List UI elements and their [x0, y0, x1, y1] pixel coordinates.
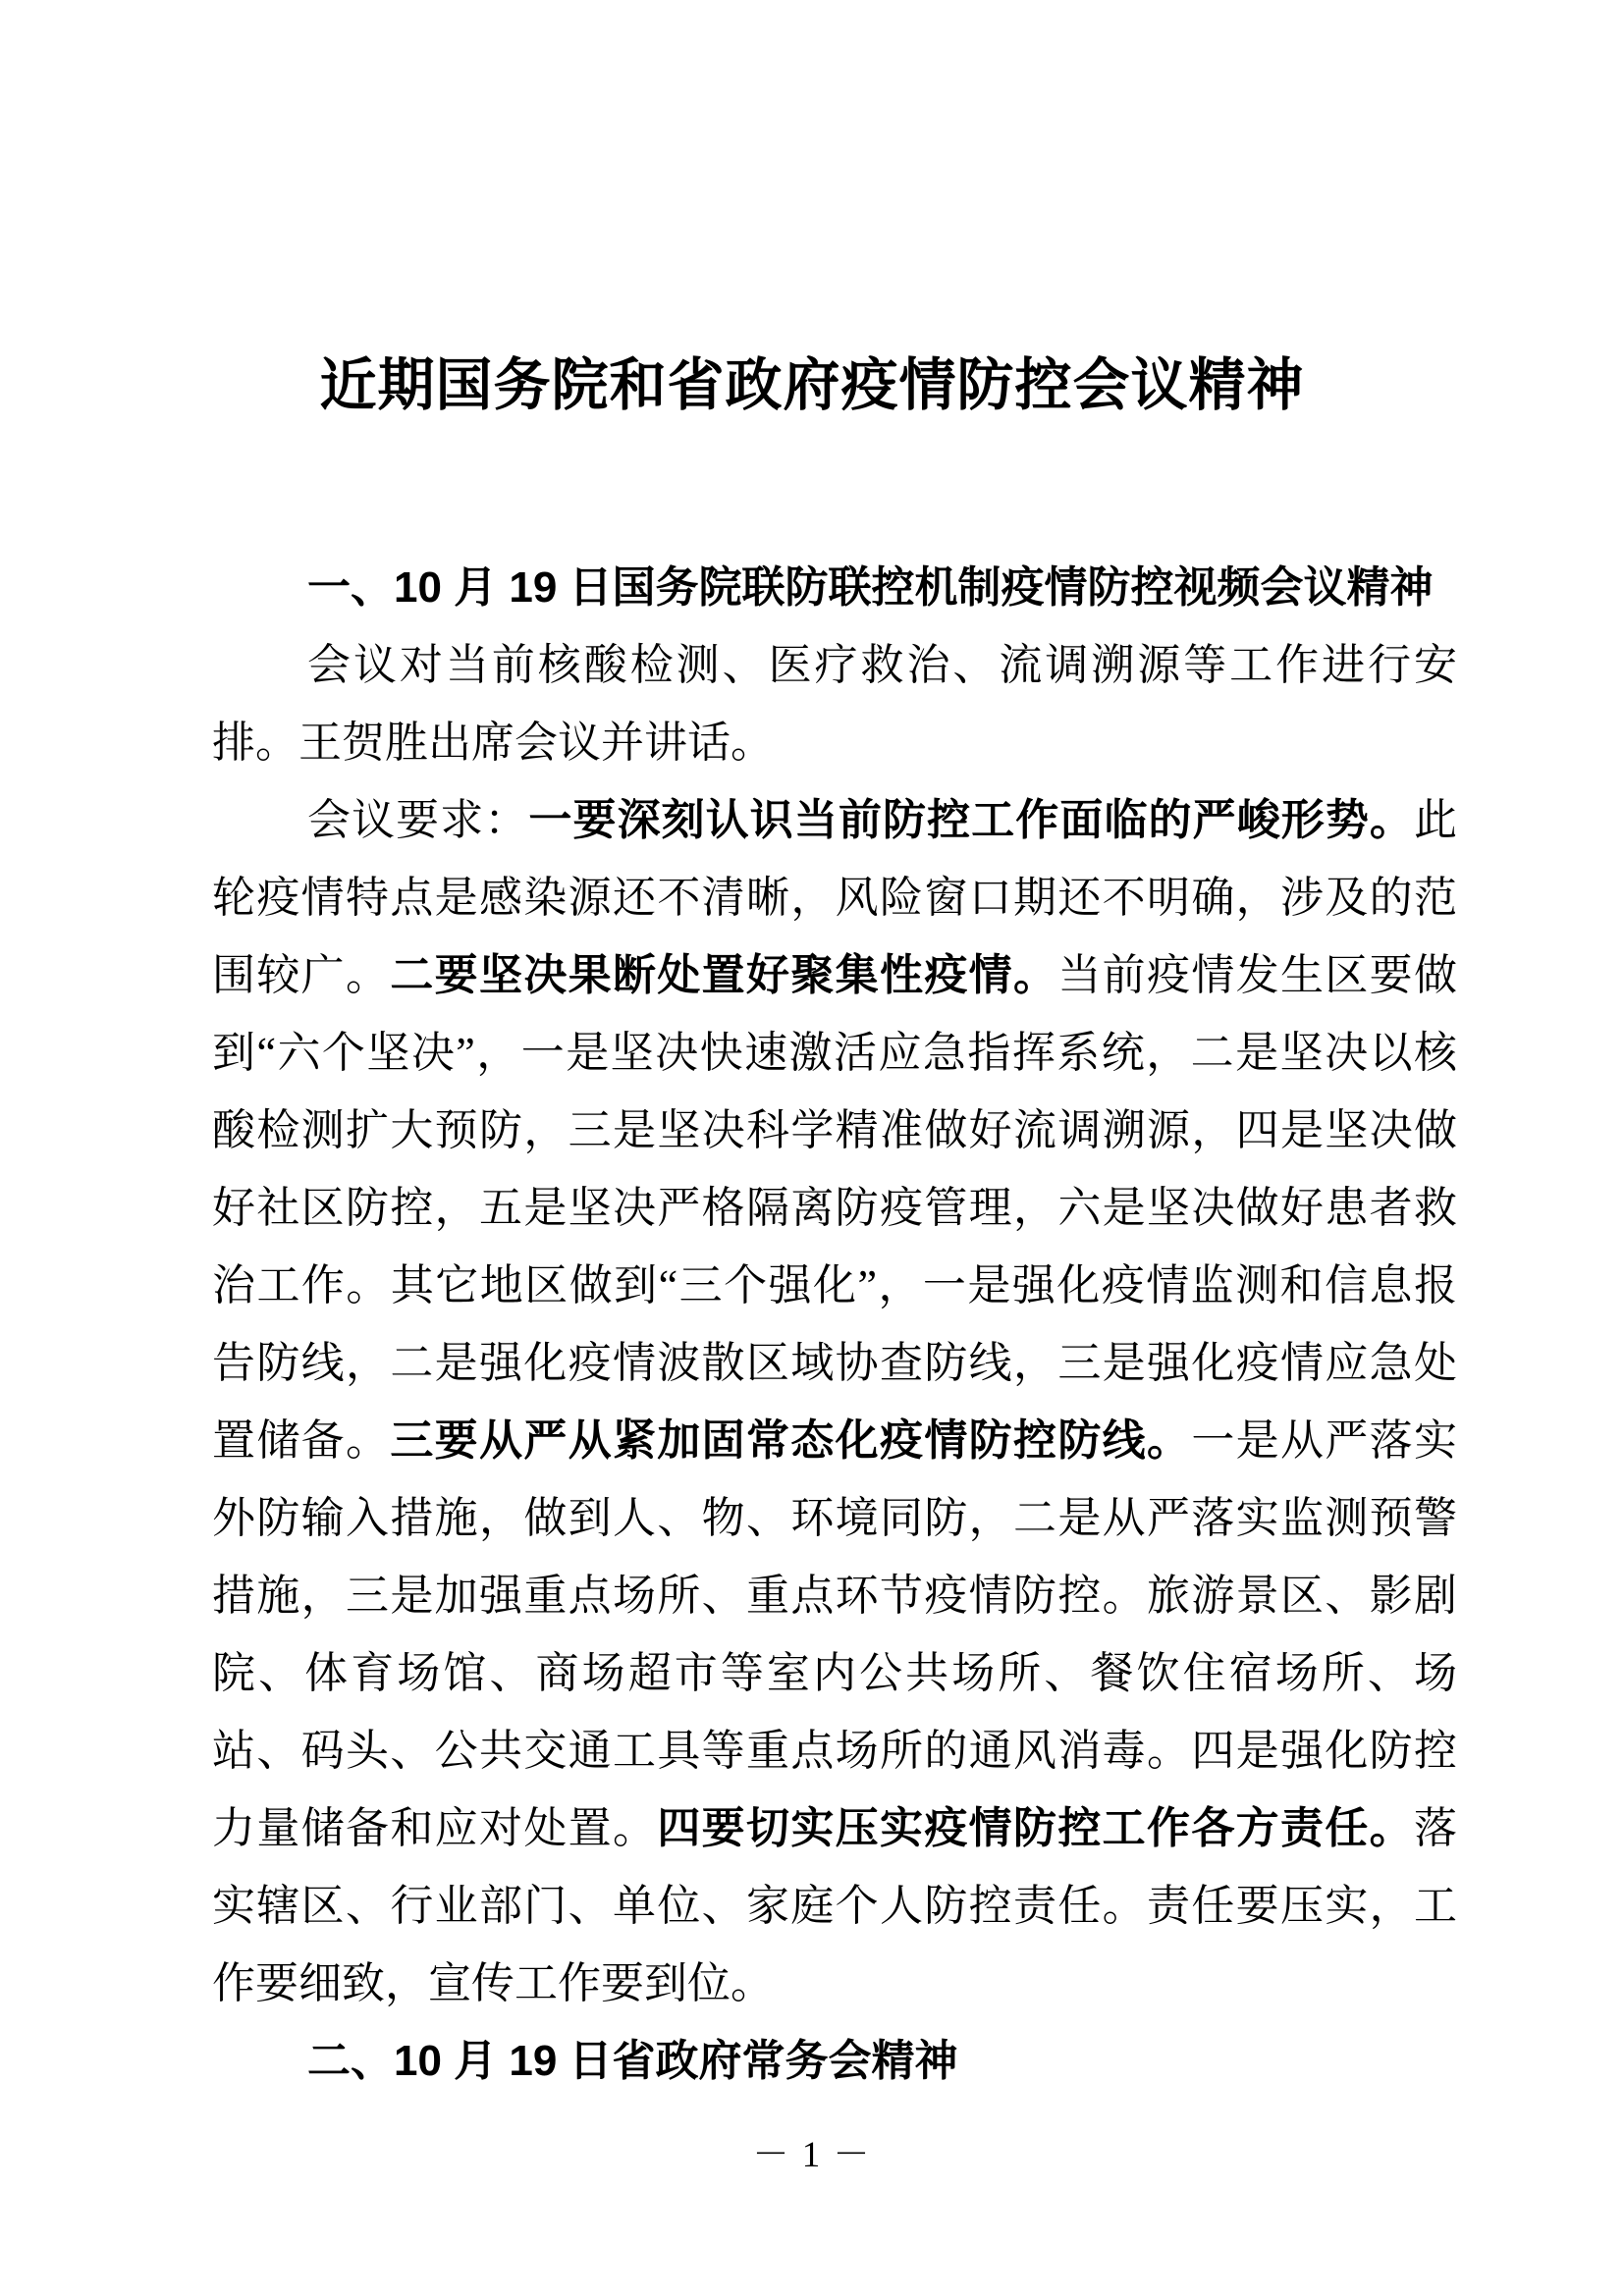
- page-number: － 1 －: [752, 2135, 872, 2175]
- text-run: 落实辖区、行业部门、单位、家庭个人防控责任。责任要压实，工作要细致，宣传工作要到位。: [212, 1804, 1458, 2007]
- document-title: 近期国务院和省政府疫情防控会议精神: [319, 353, 1305, 417]
- section-1-heading: 一、10 月 19 日国务院联防联控机制疫情防控视频会议精神: [307, 563, 1434, 612]
- text-run: 当前疫情发生区要做到“六个坚决”，一是坚决快速激活应急指挥系统，二是坚决以核酸检测扩大预防，三是坚决科学精准做好流调溯源，四是坚决做好社区防控，五是坚决严格隔离防疫管理，六是坚决做好患者救治工作。其它地区做到“三个强化”，一是强化疫情监测和信息报告防线，二是强化疫情波散区域协查防线，三是强化疫情应急处置储备。: [212, 951, 1458, 1465]
- section-1-paragraph-1: 会议对当前核酸检测、医疗救治、流调溯源等工作进行安排。王贺胜出席会议并讲话。: [212, 641, 1457, 767]
- section-2-heading: 二、10 月 19 日省政府常务会精神: [307, 2037, 958, 2085]
- bold-text-run: 三要从严从紧加固常态化疫情防控防线。: [390, 1416, 1192, 1465]
- bold-text-run: 一要深刻认识当前防控工作面临的严峻形势。: [528, 796, 1415, 844]
- document-body: [212, 549, 1457, 2100]
- text-run: 此轮疫情特点是感染源还不清晰，风险窗口期还不明确，涉及的范围较广。: [212, 796, 1458, 999]
- bold-text-run: 四要切实压实疫情防控工作各方责任。: [657, 1804, 1415, 1852]
- text-run: 一是从严落实外防输入措施，做到人、物、环境同防，二是从严落实监测预警措施，三是加强重点场所、重点环节疫情防控。旅游景区、影剧院、体育场馆、商场超市等室内公共场所、餐饮住宿场所、场站、码头、公共交通工具等重点场所的通风消毒。四是强化防控力量储备和应对处置。: [212, 1416, 1458, 1852]
- text-run: 会议要求：: [307, 796, 529, 844]
- section-1-paragraph-2: [212, 781, 1457, 2022]
- bold-text-run: 二要坚决果断处置好聚集性疫情。: [390, 951, 1058, 999]
